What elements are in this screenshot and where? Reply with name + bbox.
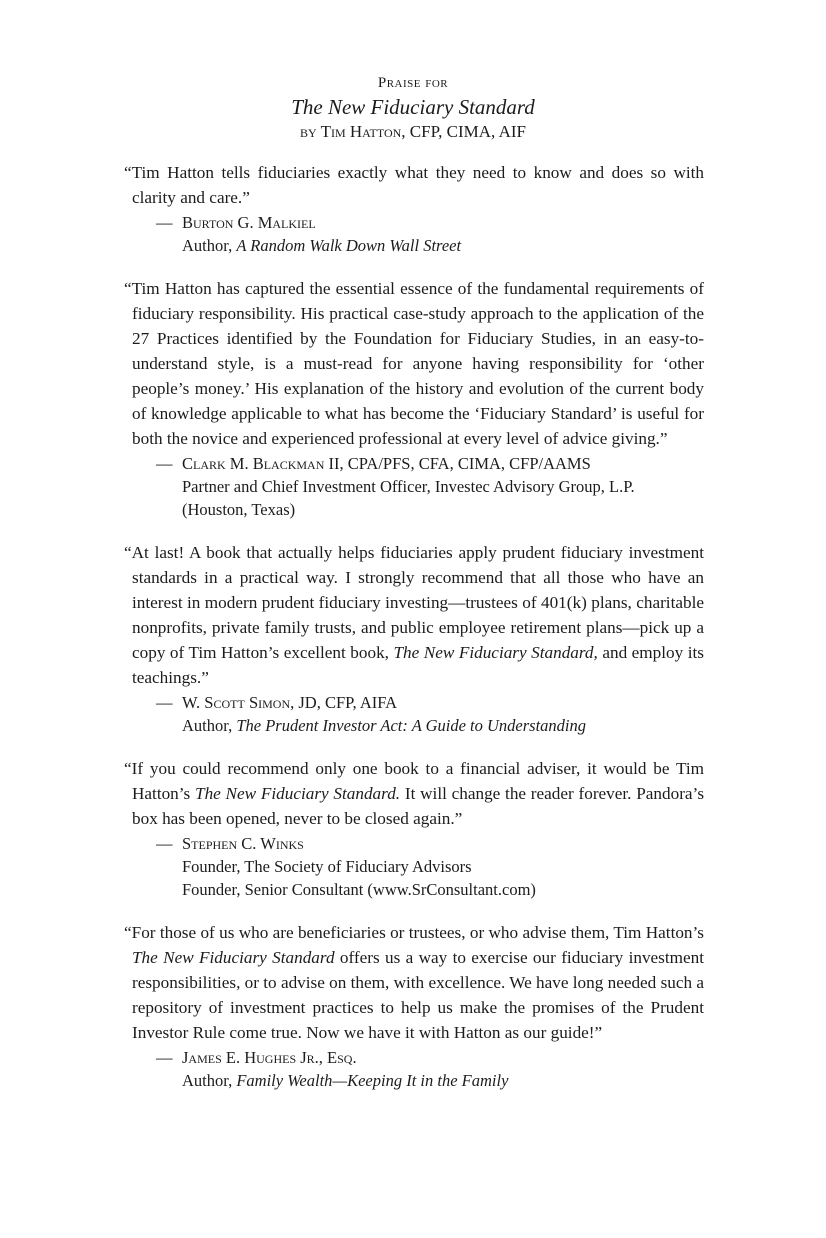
quote-text-part: “For those of us who are beneficiaries or trustees, or who advise them, Tim Hatton’s xyxy=(124,923,704,942)
em-dash: — xyxy=(156,1048,173,1067)
endorser-credit: Founder, The Society of Fiduciary Advisors xyxy=(182,857,472,876)
testimonial xyxy=(124,540,704,737)
quote-text: “Tim Hatton has captured the essential essence of the fundamental requirements of fiduciary responsibility. His practical case-study approach to the application of the 27 Practices identified by the Foundation for Fiduciary Studies, in an easy-to-understand style, is a must-read for anyone having responsibility for ‘other people’s money.’ His explanation of the history and evolution of the current body of knowledge applicable to what has become the ‘Fiduciary Standard’ is useful for both the novice and experienced professional at every level of advice giving.” xyxy=(124,279,704,448)
credit-prefix: Author, xyxy=(182,236,237,255)
quote-book-title: The New Fiduciary Standard. xyxy=(195,784,401,803)
quote-text: “Tim Hatton tells fiduciaries exactly what they need to know and does so with clarity and care.” xyxy=(124,163,704,207)
endorser-credit: Founder, Senior Consultant (www.SrConsultant.com) xyxy=(182,880,536,899)
endorser-credit xyxy=(124,1069,704,1092)
attribution xyxy=(124,211,704,257)
endorser-name: Burton G. Malkiel xyxy=(182,213,316,232)
em-dash: — xyxy=(156,213,173,232)
testimonial xyxy=(124,920,704,1092)
quote-text xyxy=(124,920,704,1045)
endorser-credit: Partner and Chief Investment Officer, Investec Advisory Group, L.P. xyxy=(182,477,635,496)
quote-text-part: “If you could recommend only one book to a financial adviser, it would be Tim Hatton’s xyxy=(124,759,704,803)
quote-book-title: The New Fiduciary Standard xyxy=(132,948,335,967)
quote-text-part: It will change the reader forever. Pandora’s box has been opened, never to be closed again.” xyxy=(132,784,705,828)
endorser-name: Stephen C. Winks xyxy=(182,834,304,853)
credit-prefix: Author, xyxy=(182,1071,237,1090)
attribution xyxy=(124,1046,704,1092)
credit-book-title: Family Wealth—Keeping It in the Family xyxy=(236,1071,509,1090)
quote-text-part: “At last! A book that actually helps fiduciaries apply prudent fiduciary investment standards in a practical way. I strongly recommend that all those who have an interest in modern prudent fiduciary investing—trustees of 401(k) plans, charitable nonprofits, private family trusts, and public employee retirement plans—pick up a copy of Tim Hatton’s excellent book, xyxy=(124,543,704,662)
em-dash: — xyxy=(156,834,173,853)
quote-text xyxy=(124,756,704,831)
praise-header xyxy=(0,73,826,143)
endorser-name: W. Scott Simon, JD, CFP, AIFA xyxy=(182,693,398,712)
quote-text xyxy=(124,540,704,690)
credit-book-title: The Prudent Investor Act: A Guide to Understanding xyxy=(236,716,587,735)
em-dash: — xyxy=(156,454,173,473)
endorser-name: James E. Hughes Jr., Esq. xyxy=(182,1048,357,1067)
endorser-credit xyxy=(124,714,704,737)
testimonial-list xyxy=(124,160,704,1111)
praise-label: Praise for xyxy=(377,75,449,91)
credit-book-title: A Random Walk Down Wall Street xyxy=(236,236,462,255)
quote-book-title: The New Fiduciary Standard, xyxy=(393,643,598,662)
endorser-location: (Houston, Texas) xyxy=(182,500,296,519)
credit-prefix: Author, xyxy=(182,716,237,735)
endorser-credit xyxy=(124,234,704,257)
quote-text-part: and employ its teachings.” xyxy=(132,643,704,687)
testimonial xyxy=(124,160,704,257)
quote-text-part: offers us a way to exercise our fiduciary investment responsibilities, or to advise on them, with excellence. We have long needed such a repository of investment practices to help us make the promises of the Prudent Investor Rule come true. Now we have it with Hatton as our guide!” xyxy=(132,948,705,1042)
testimonial xyxy=(124,276,704,521)
book-title: The New Fiduciary Standard xyxy=(291,95,535,119)
endorser-name: Clark M. Blackman II, CPA/PFS, CFA, CIMA, CFP/AAMS xyxy=(182,454,591,473)
attribution xyxy=(124,691,704,737)
attribution xyxy=(124,452,704,521)
attribution xyxy=(124,832,704,901)
em-dash: — xyxy=(156,693,173,712)
byline: by Tim Hatton, CFP, CIMA, AIF xyxy=(299,122,526,141)
testimonial xyxy=(124,756,704,901)
